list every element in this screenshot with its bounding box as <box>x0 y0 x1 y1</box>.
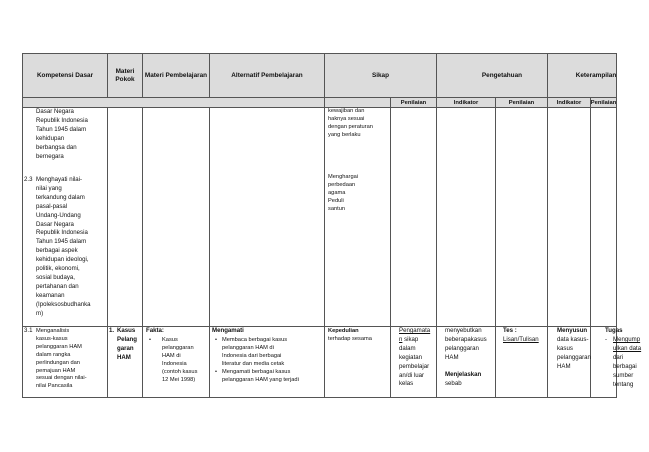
row2-tugas-rest: dari berbagai sumber tentang <box>613 354 637 388</box>
row2-pengamatan-underlined-2: n <box>399 335 403 343</box>
row1-pembelajaran-cell <box>142 107 210 327</box>
row2-indikator-text: menyebutkan beberapakasus pelanggaran HAM <box>445 327 487 361</box>
row1-penilaian-cell <box>495 107 548 327</box>
row1-indikator-cell <box>436 107 496 327</box>
row1-ket-penilaian-cell <box>590 107 617 327</box>
row2-ket-indikator-bold: Menyusun <box>557 327 588 334</box>
row2-sikap-text: terhadap sesama <box>328 336 372 342</box>
row2-mengamati-label: Mengamati <box>212 327 244 334</box>
keterampilan-header-overlay <box>547 53 617 98</box>
keterampilan-header-label: Keterampilan <box>575 72 617 79</box>
row2-indikator-after: sebab <box>445 380 462 387</box>
row2-tugas-dash: - <box>605 336 608 343</box>
row1-kd-number: 2.3 <box>24 176 33 183</box>
subheader-pengetahuan-penilaian: Penilaian <box>495 97 548 108</box>
row2-ket-indikator-text: data kasus- kasus pelanggaran HAM <box>557 336 591 370</box>
row2-fakta-bullet: • <box>149 337 151 343</box>
subheader-keterampilan-indikator: Indikator <box>547 97 591 108</box>
row1-alternatif-cell <box>209 107 325 327</box>
row2-fakta-item: Kasus pelanggaran HAM di Indonesia (contoh kasus 12 Mei 1998) <box>162 337 198 383</box>
row2-sikap-penilaian-text <box>399 327 437 389</box>
header-materi-pembelajaran: Materi Pembelajaran <box>142 53 210 98</box>
row1-materi-cell <box>107 107 143 327</box>
row2-kd-number: 3.1 <box>24 327 33 334</box>
row2-kd-text: Menganalisis kasus-kasus pelanggaran HAM dalam rangka perlindungan dan pemajuan HAM sesuai dengan nilai- nilai Pancasila <box>36 328 87 390</box>
row2-mengamati-item-2: Mengamati berbagai kasus pelanggaran HAM yang terjadi <box>222 369 299 383</box>
row1-ket-indikator-cell <box>547 107 591 327</box>
row1-sikap-text-2: Menghargai perbedaan agama Peduli santun <box>328 174 359 212</box>
row2-tes-label: Tes : <box>503 327 517 334</box>
row1-sikap-penilaian-cell <box>390 107 437 327</box>
row2-sikap-label: Kepedulian <box>328 328 359 334</box>
row2-fakta-label: Fakta: <box>146 327 164 334</box>
row2-pengamatan-rest: sikap dalam kegiatan pembelajar an/di luar kelas <box>399 335 430 388</box>
header-materi-pokok: Materi Pokok <box>107 53 143 98</box>
row2-mengamati-bullet-1: • <box>215 337 217 343</box>
subheader-keterampilan-penilaian: Penilaian <box>590 97 617 108</box>
row2-tes-value: Lisan/Tulisan <box>503 336 539 343</box>
row2-tugas-underlined: Mengump ulkan data <box>613 336 642 352</box>
row2-mengamati-bullet-2: • <box>215 369 217 375</box>
row2-pengamatan-underlined: Pengamata <box>399 327 431 334</box>
row1-kd-text: Dasar Negara Republik Indonesia Tahun 1945 dalam kehidupan berbangsa dan bernegara <box>36 108 88 160</box>
header-alternatif-pembelajaran: Alternatif Pembelajaran <box>209 53 325 98</box>
header-pengetahuan: Pengetahuan <box>436 53 568 98</box>
row1-kd-text-2: Menghayati nilai- nilai yang terkandung dalam pasal-pasal Undang-Undang Dasar Negara Republik Indonesia Tahun 1945 dalam berbagai aspek kehidupan ideologi, politik, ekonomi, sosial budaya, pertahanan dan keamanan (Ipoleksosbudhanka m) <box>36 176 91 317</box>
row1-sikap-text: kewajiban dan haknya sesuai dengan peraturan yang berlaku <box>328 108 373 138</box>
subheader-pengetahuan-indikator: Indikator <box>436 97 496 108</box>
row1-sikap-cell <box>324 107 391 327</box>
header-sikap: Sikap <box>324 53 437 98</box>
row2-materi-number: 1. <box>109 327 115 334</box>
row2-materi-text: Kasus Pelang garan HAM <box>117 327 137 361</box>
syllabus-table <box>22 53 642 398</box>
row2-indikator-bold: Menjelaskan <box>445 371 482 378</box>
header-kompetensi-dasar: Kompetensi Dasar <box>22 53 108 98</box>
row2-tugas-label: Tugas <box>605 327 623 334</box>
subheader-sikap-penilaian: Penilaian <box>390 97 437 108</box>
row2-mengamati-item-1: Membaca berbagai kasus pelanggaran HAM di Indonesia dari berbagai literatur dan media cetak <box>222 337 288 367</box>
